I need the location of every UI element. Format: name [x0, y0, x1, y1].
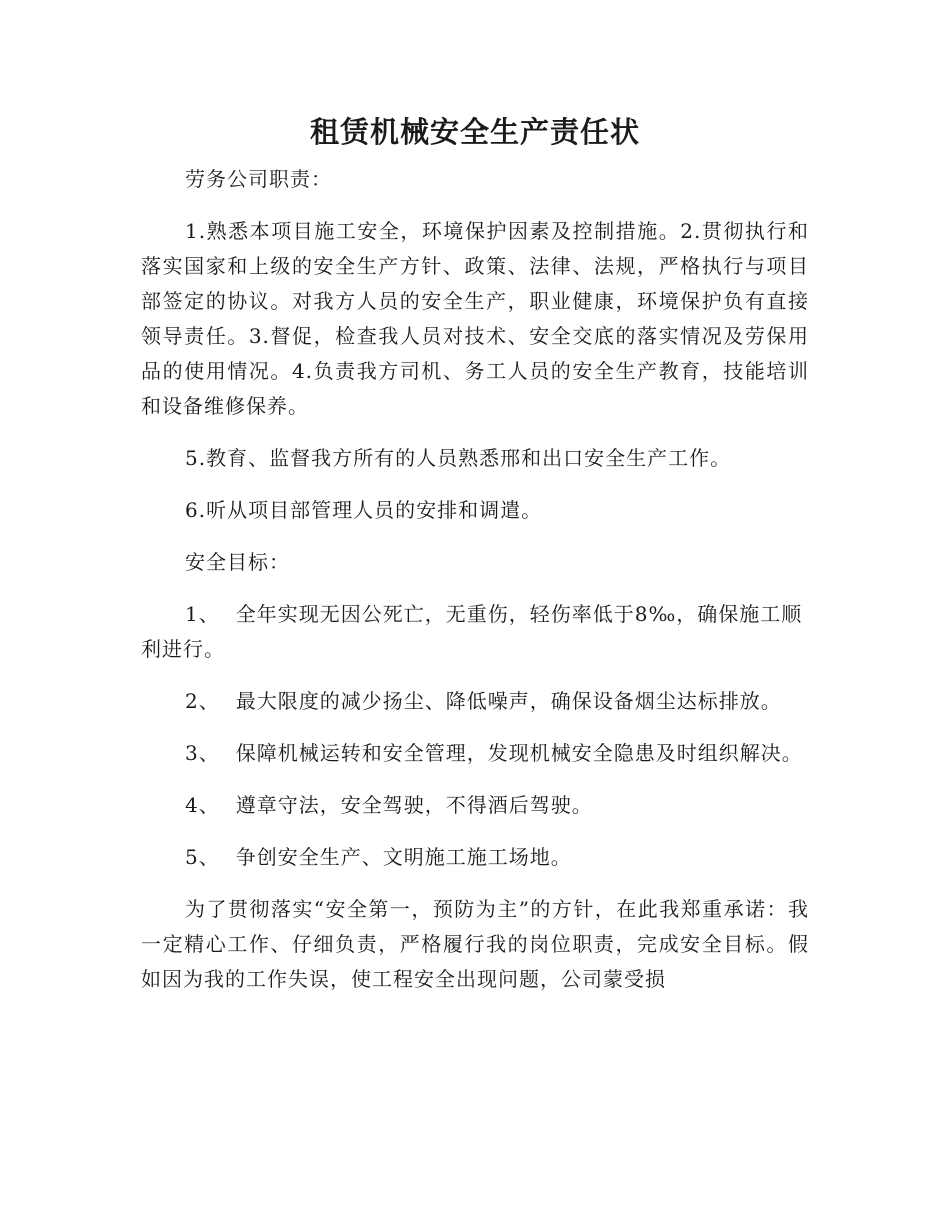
goal-number: 3、: [185, 741, 220, 765]
duty-item-5: 5.教育、监督我方所有的人员熟悉邢和出口安全生产工作。: [185, 446, 732, 470]
goal-number: 1、: [185, 602, 220, 626]
goal-text: 争创安全生产、文明施工施工场地。: [235, 845, 572, 869]
duties-paragraph: 1.熟悉本项目施工安全，环境保护因素及控制措施。2.贯彻执行和落实国家和上级的安全生产方针、政策、法律、法规，严格执行与项目部签定的协议。对我方人员的安全生产，职业健康，环境保护负有直接领导责任。3.督促，检查我人员对技术、安全交底的落实情况及劳保用品的使用情况。4.负责我方司机、务工人员的安全生产教育，技能培训和设备维修保养。: [141, 219, 809, 418]
document-body: [141, 162, 809, 997]
goal-text: 遵章守法，安全驾驶，不得酒后驾驶。: [235, 793, 593, 817]
goal-text: 最大限度的减少扬尘、降低噪声，确保设备烟尘达标排放。: [235, 689, 782, 713]
goal-number: 2、: [185, 689, 220, 713]
goal-item-5: [141, 840, 809, 875]
goal-text: 保障机械运转和安全管理，发现机械安全隐患及时组织解决。: [235, 741, 803, 765]
goal-text: 全年实现无因公死亡，无重伤，轻伤率低于8‰，确保施工顺利进行。: [141, 602, 803, 661]
goal-number: 4、: [185, 793, 220, 817]
goal-item-4: [141, 788, 809, 823]
goal-number: 5、: [185, 845, 220, 869]
commitment-paragraph: 为了贯彻落实“安全第一，预防为主”的方针，在此我郑重承诺：我一定精心工作、仔细负责，严格履行我的岗位职责，完成安全目标。假如因为我的工作失误，使工程安全出现问题，公司蒙受损: [141, 897, 809, 991]
goal-item-2: [141, 684, 809, 719]
section-heading-duties: 劳务公司职责：: [185, 167, 332, 191]
goal-item-3: [141, 736, 809, 771]
duty-item-6: 6.听从项目部管理人员的安排和调遣。: [185, 498, 543, 522]
section-heading-goals: 安全目标：: [185, 550, 290, 574]
goal-item-1: [141, 597, 809, 667]
document-title: 租赁机械安全生产责任状: [309, 115, 640, 149]
